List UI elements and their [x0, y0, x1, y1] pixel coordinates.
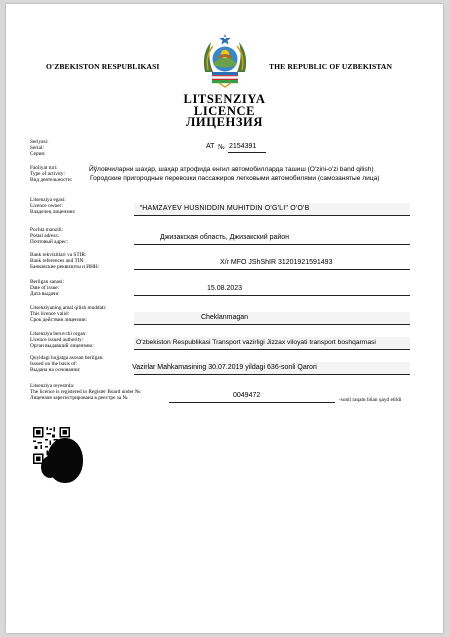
state-emblem-icon	[199, 32, 251, 88]
basis-label: Quyidagi hujjatga asosan berilgan: Issued on the basis of: Выдана на основании:	[30, 355, 104, 373]
title-ru: ЛИЦЕНЗИЯ	[186, 115, 263, 129]
number-prefix: №	[218, 143, 225, 151]
activity-value-line2: Городские пригородные перевозки пассажиров легковыми автомобилями (самозанятые лица)	[90, 175, 380, 182]
title-uz: LITSENZIYA	[183, 92, 266, 106]
issue-date-value: 15.08.2023	[206, 285, 243, 292]
bank-value: X/r MFO JShShIR 31201921591493	[220, 259, 333, 266]
postal-underline	[134, 244, 410, 245]
redaction-blot-small	[41, 456, 59, 478]
document-titles	[6, 94, 443, 129]
owner-value: "HAMZAYEV HUSNIDDIN MUHITDIN O'G'LI" O'O'B	[139, 205, 310, 212]
activity-label: Faoliyat turi: Type of activity: Вид деятельности:	[30, 165, 73, 183]
licence-document	[6, 4, 443, 633]
licence-number: 2154391	[229, 143, 257, 150]
register-label: Litsenziya reyestrda: The licence is registered in Register Board under №: Лицензия зарегистрирована в реестре за №	[30, 383, 142, 401]
postal-label: Pochta manzili: Postal adress: Почтовый адрес:	[30, 227, 69, 245]
authority-label: Litsenziya beruvchi organ: Licence issued authority: Орган выдавший лицензию:	[30, 331, 94, 349]
bank-label: Bank rekvizitlari va STIR: Bank references and TIN: Банковские реквизиты и ИНН:	[30, 252, 100, 270]
issue-date-label: Berilgan sanasi: Date of issue: Дата выдачи:	[30, 279, 64, 297]
register-underline	[169, 402, 335, 403]
title-en: LICENCE	[193, 103, 256, 118]
activity-value-line1: Йўловчиларни шаҳар, шаҳар атрофида енгил автомобилларда ташиш (O'zini-o'zi band qilish)	[89, 166, 374, 173]
register-suffix: -sonli raqam bilan qayd etildi	[339, 397, 402, 403]
header-right: THE REPUBLIC OF UZBEKISTAN	[269, 62, 393, 71]
number-underline	[228, 152, 266, 153]
postal-value: Джизакская область, Джизакский район	[159, 234, 290, 241]
authority-value: O'zbekiston Respublikasi Transport vazirligi Jizzax viloyati transport boshqarmasi	[136, 339, 376, 346]
series-value: AT	[206, 143, 215, 150]
basis-underline	[134, 374, 410, 375]
bank-underline	[134, 269, 410, 270]
series-label: Seriyasi: Serial: Серия:	[30, 139, 49, 157]
owner-underline	[134, 215, 410, 216]
header-left: O'ZBEKISTON RESPUBLIKASI	[46, 62, 160, 71]
register-value: 0049472	[233, 392, 261, 399]
validity-value: Cheklanmagan	[200, 314, 249, 321]
validity-label: Litsenziyaning amal qilish muddati: This licence valid: Срок действия лицензии:	[30, 305, 107, 323]
issue-date-underline	[134, 295, 410, 296]
authority-underline	[134, 349, 410, 350]
validity-underline	[134, 324, 410, 325]
basis-value: Vazirlar Mahkamasining 30.07.2019 yildagi 636-sonli Qarori	[132, 364, 317, 371]
owner-label: Litsenziya egasi: Licence owner: Владелец лицензии:	[30, 197, 76, 215]
